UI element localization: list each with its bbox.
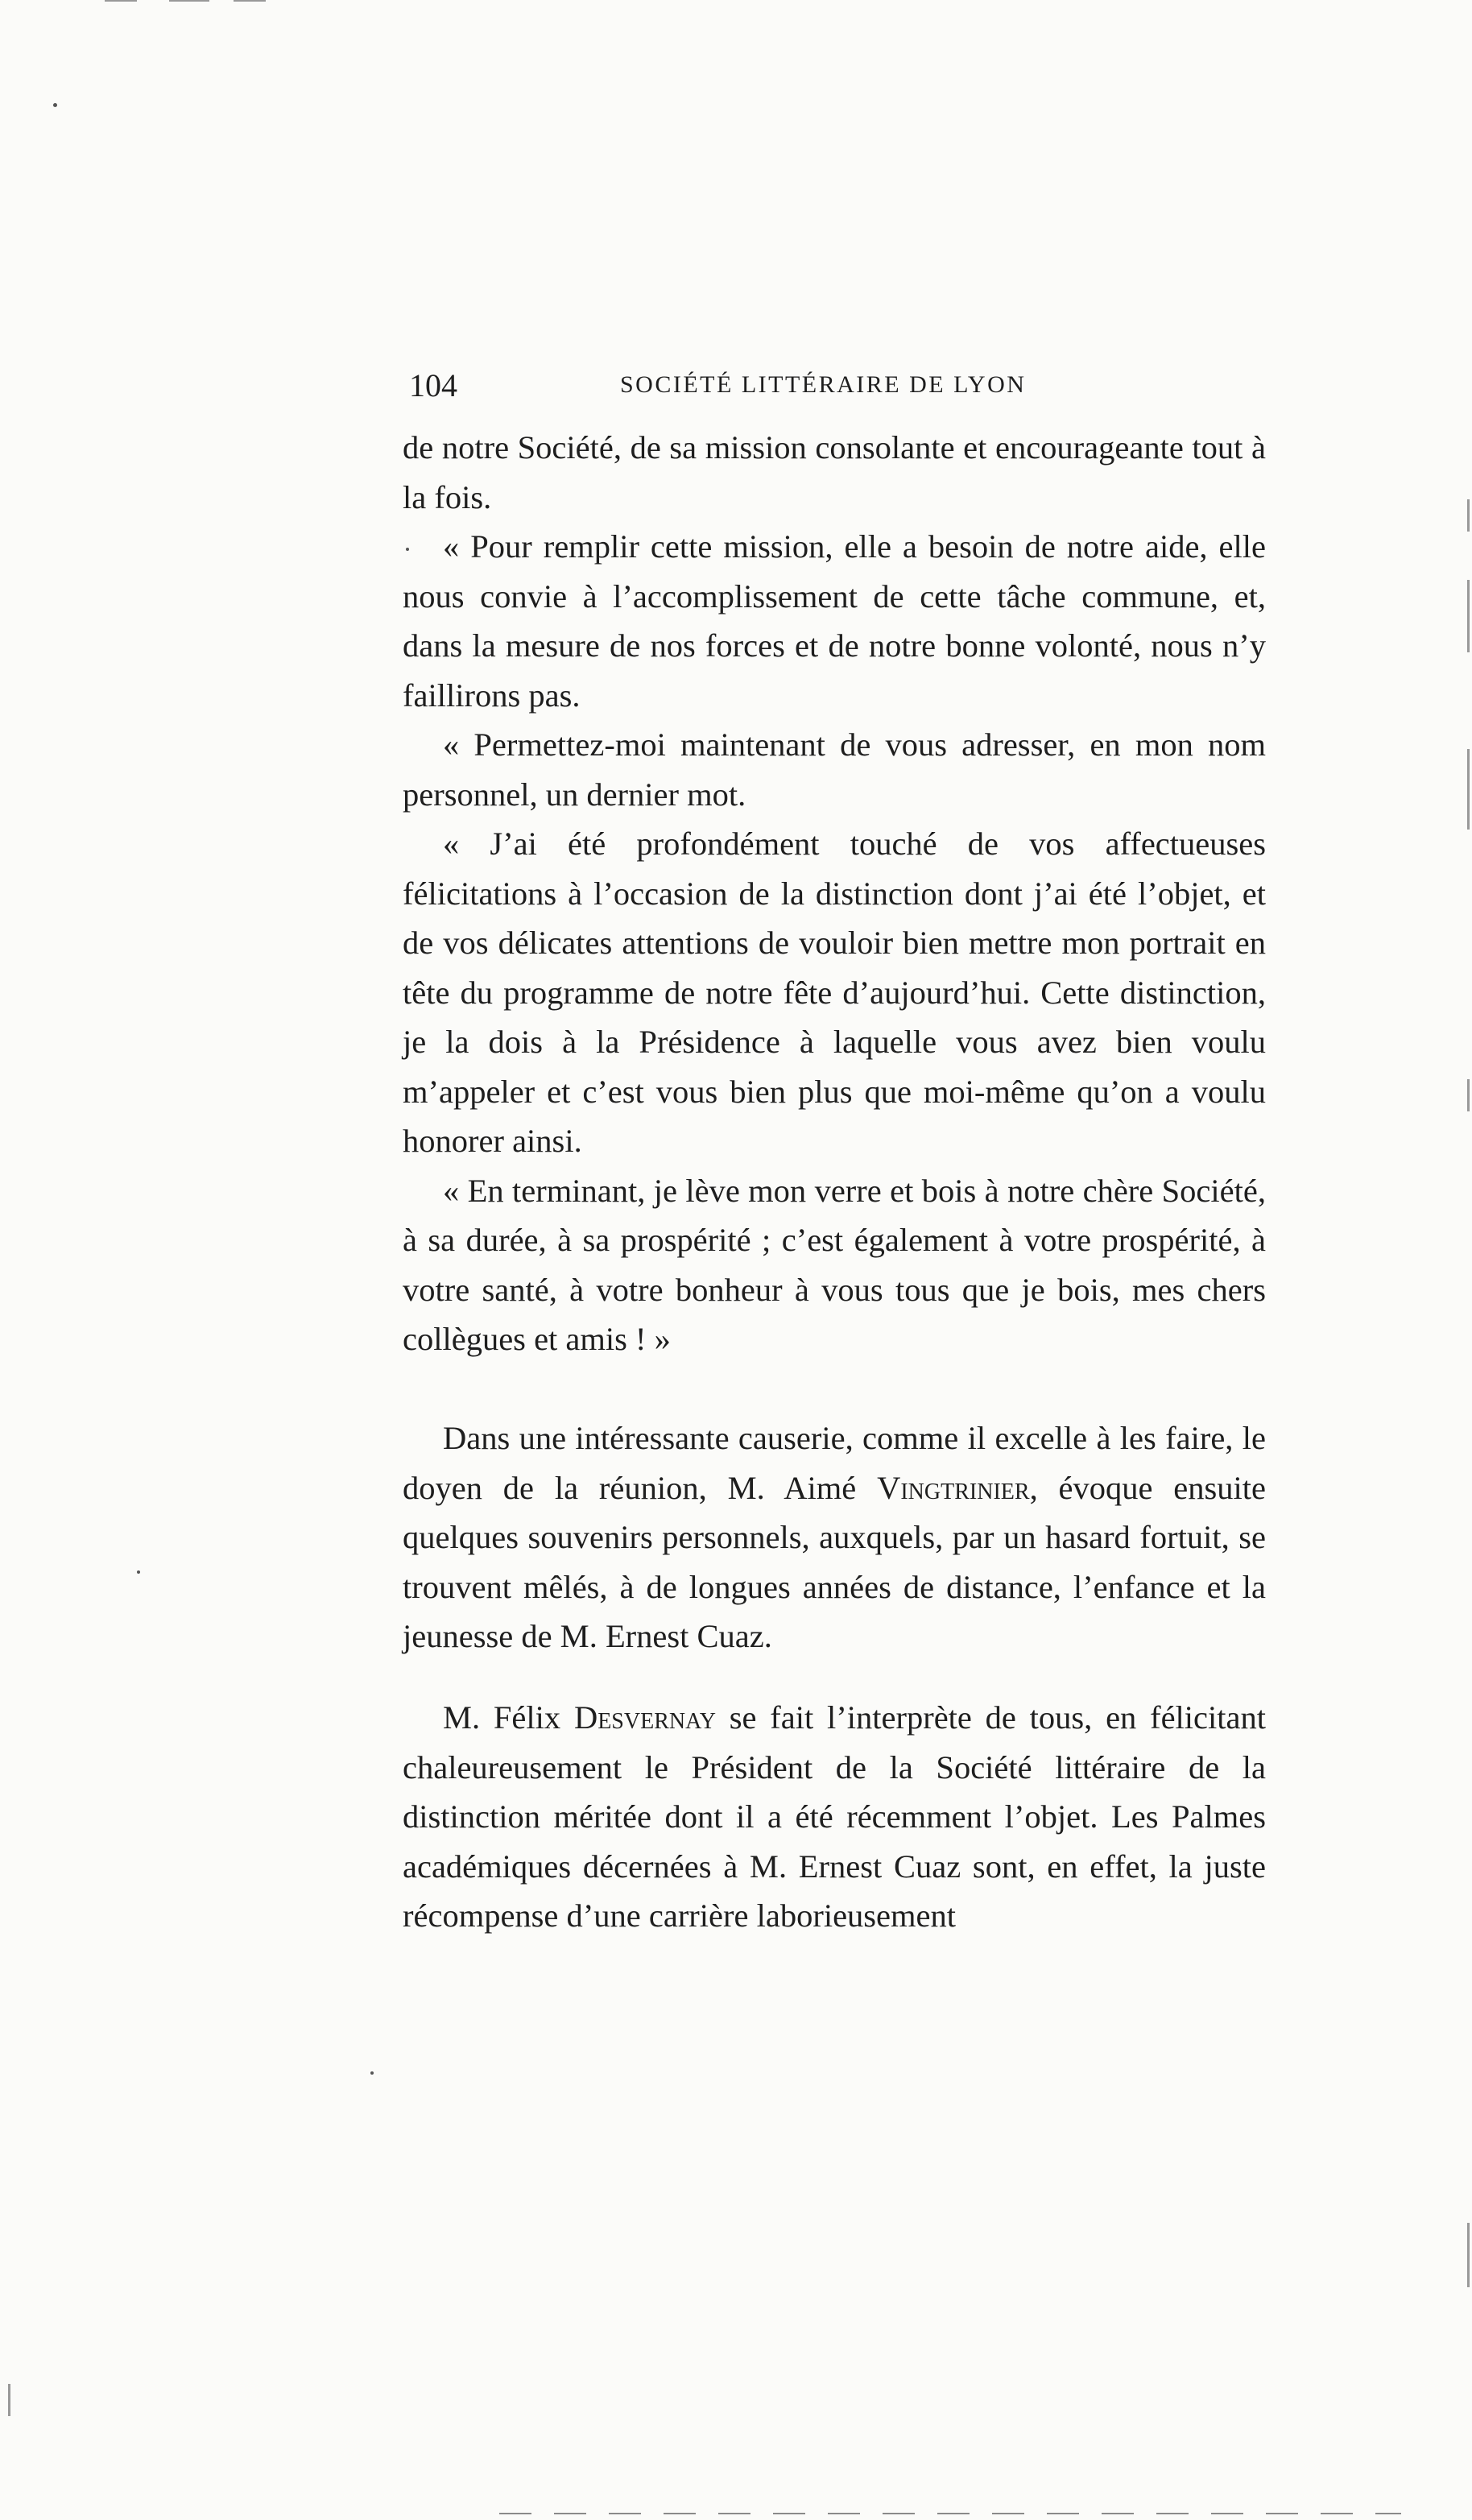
paragraph-1: de notre Société, de sa mission consolante et encourageante tout à la fois. [403, 429, 1266, 515]
paragraph-3: « Permettez-moi maintenant de vous adresser, en mon nom personnel, un dernier mot. [403, 726, 1266, 813]
page-header [409, 366, 1288, 408]
paragraph-7-text-b: se fait l’interprète de tous, en félicitant chaleureusement le Président de la Société littéraire de la distinction méritée dont il a été récemment l’objet. Les Palmes académiques décernées à M. Ernest Cuaz sont, en effet, la juste récompense d’une carrière laborieusement [403, 1699, 1267, 1934]
name-desvernay: Desvernay [573, 1699, 716, 1736]
paragraph-6-text-a: Dans une intéressante causerie, comme il excelle à les faire, le doyen de la réunion, M. Aimé [403, 1420, 1266, 1506]
running-title: SOCIÉTÉ LITTÉRAIRE DE LYON [620, 371, 1027, 398]
margin-mark [1467, 2223, 1470, 2287]
bottom-scan-dashes [499, 2513, 1401, 2514]
desvernay-paragraph [403, 1693, 1266, 1941]
margin-mark [169, 0, 209, 2]
vingtrinier-paragraph [403, 1413, 1266, 1661]
scan-speck [370, 2071, 374, 2075]
margin-mark [105, 0, 137, 2]
margin-mark [1467, 580, 1470, 652]
name-vingtrinier: Vingtrinier [877, 1469, 1030, 1506]
paragraph-7 [403, 1693, 1266, 1941]
margin-mark [1467, 1079, 1470, 1111]
margin-mark [234, 0, 266, 2]
scan-speck [53, 103, 57, 107]
scan-speck [137, 1570, 140, 1574]
paragraph-7-text-a: M. Félix [443, 1699, 574, 1736]
margin-mark [1467, 749, 1470, 830]
margin-mark [8, 2384, 10, 2416]
paragraph-5: « En terminant, je lève mon verre et bois à notre chère Société, à sa durée, à sa prospérité ; c’est également à votre prospérité, à votre santé, à votre bonheur à vous tous que je bois, mes chers collègues et amis ! » [403, 1172, 1266, 1357]
margin-mark [1467, 499, 1470, 532]
paragraph-4: « J’ai été profondément touché de vos affectueuses félicitations à l’occasion de la distinction dont j’ai été l’objet, et de vos délicates attentions de vouloir bien mettre mon portrait en tête du programme de notre fête d’aujourd’hui. Cette distinction, je la dois à la Présidence à laquelle vous avez bien voulu m’appeler et c’est vous bien plus que moi-même qu’on a voulu honorer ainsi. [403, 826, 1266, 1159]
page-number: 104 [409, 367, 457, 403]
paragraph-6 [403, 1413, 1266, 1661]
speech-continuation [403, 423, 1266, 1364]
paragraph-6-text-b: , évoque ensuite quelques souvenirs personnels, auxquels, par un hasard fortuit, se trouvent mêlés, à de longues années de distance, l’enfance et la jeunesse de M. Ernest Cuaz. [403, 1469, 1267, 1654]
paragraph-2: « Pour remplir cette mission, elle a besoin de notre aide, elle nous convie à l’accomplissement de cette tâche commune, et, dans la mesure de nos forces et de notre bonne volonté, nous n’y faillirons pas. [403, 528, 1266, 714]
